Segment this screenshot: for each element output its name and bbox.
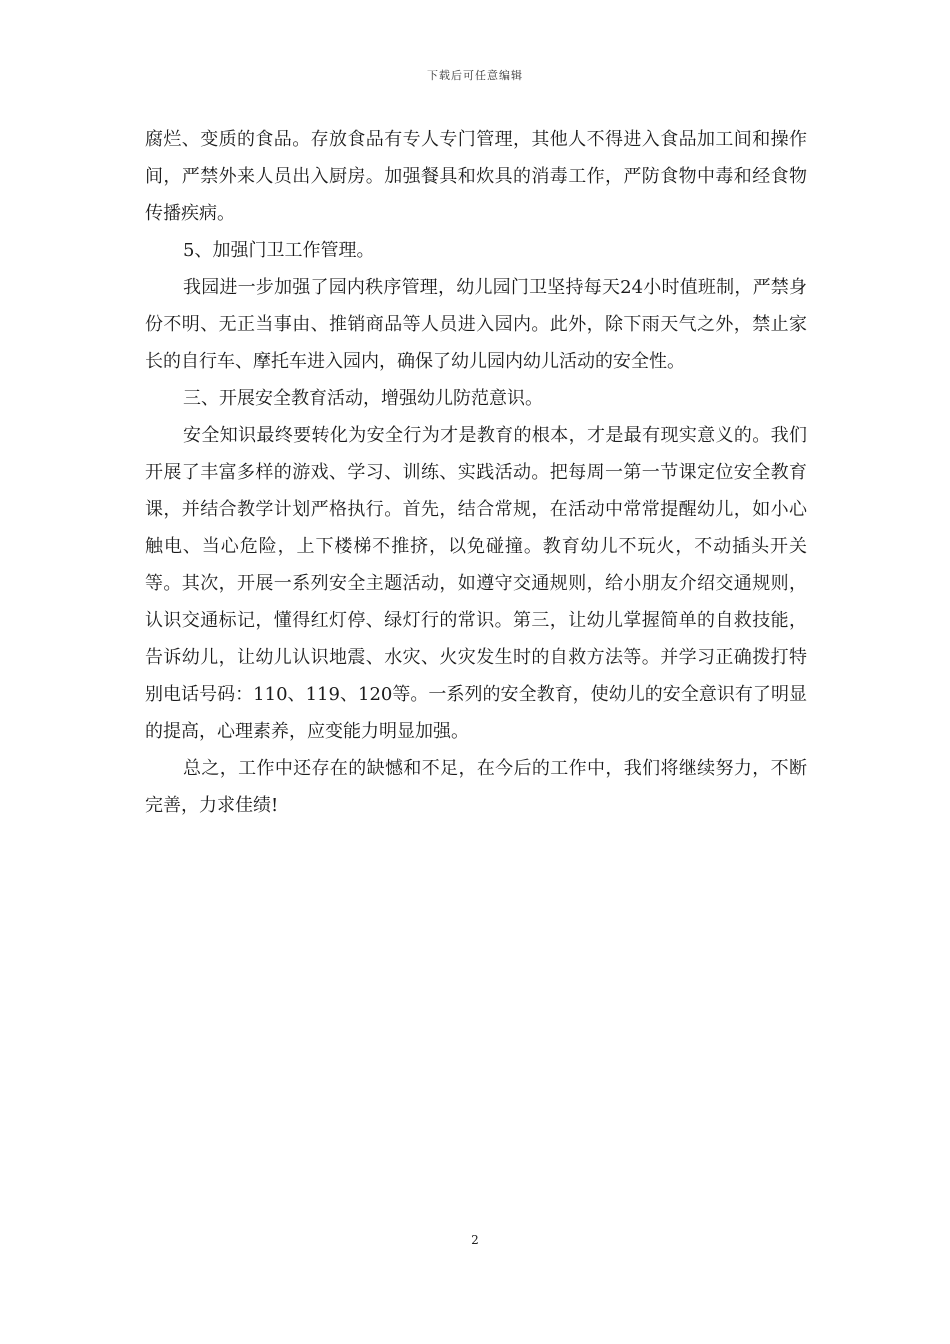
page-header-note: 下载后可任意编辑 bbox=[427, 69, 523, 82]
paragraph-food-safety-continued: 腐烂、变质的食品。存放食品有专人专门管理，其他人不得进入食品加工间和操作间，严禁外来人员出入厨房。加强餐具和炊具的消毒工作，严防食物中毒和经食物传播疾病。 bbox=[145, 129, 807, 224]
paragraph-heading-gate-management: 5、加强门卫工作管理。 bbox=[183, 240, 375, 261]
document-body bbox=[145, 121, 807, 824]
page-number: 2 bbox=[471, 1233, 479, 1247]
paragraph-safety-education: 安全知识最终要转化为安全行为才是教育的根本，才是最有现实意义的。我们开展了丰富多样的游戏、学习、训练、实践活动。把每周一第一节课定位安全教育课，并结合教学计划严格执行。首先，结合常规，在活动中常常提醒幼儿，如小心触电、当心危险，上下楼梯不推挤，以免碰撞。教育幼儿不玩火，不动插头开关等。其次，开展一系列安全主题活动，如遵守交通规则，给小朋友介绍交通规则，认识交通标记，懂得红灯停、绿灯行的常识。第三，让幼儿掌握简单的自救技能，告诉幼儿，让幼儿认识地震、水灾、火灾发生时的自救方法等。并学习正确拨打特别电话号码：110、119、120等。一系列的安全教育，使幼儿的安全意识有了明显的提高，心理素养，应变能力明显加强。 bbox=[145, 425, 807, 742]
paragraph-heading-safety-education: 三、开展安全教育活动，增强幼儿防范意识。 bbox=[183, 388, 543, 409]
paragraph-gate-management: 我园进一步加强了园内秩序管理，幼儿园门卫坚持每天24小时值班制，严禁身份不明、无正当事由、推销商品等人员进入园内。此外，除下雨天气之外，禁止家长的自行车、摩托车进入园内，确保了幼儿园内幼儿活动的安全性。 bbox=[145, 277, 807, 372]
paragraph-conclusion: 总之，工作中还存在的缺憾和不足，在今后的工作中，我们将继续努力，不断完善，力求佳绩! bbox=[145, 758, 807, 816]
